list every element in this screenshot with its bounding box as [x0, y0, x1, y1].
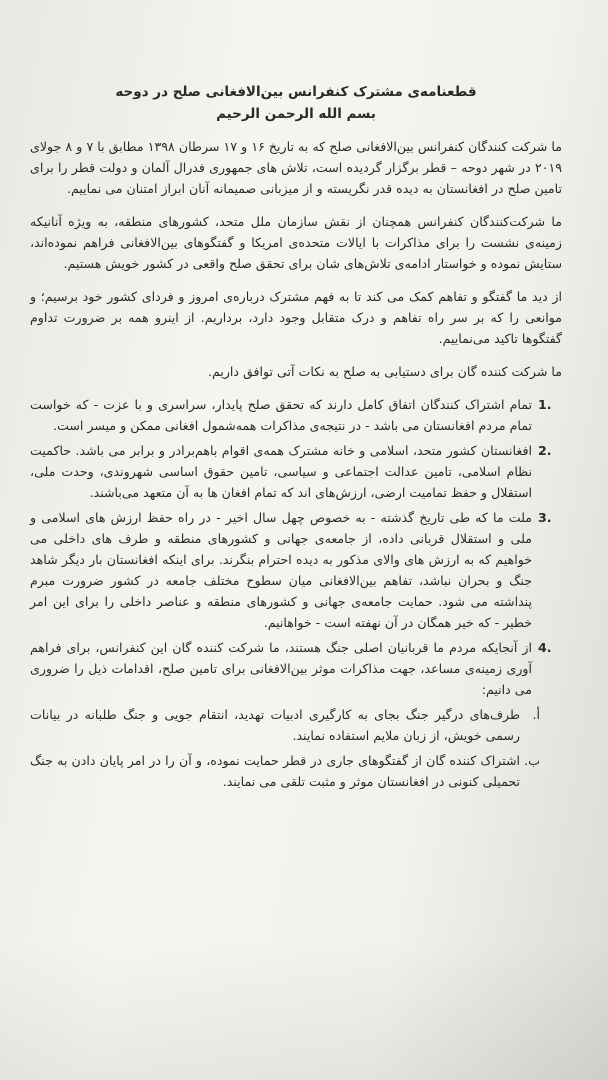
list-item: [30, 440, 562, 503]
list-item: [30, 637, 562, 700]
sub-list-item: [30, 750, 540, 792]
list-item-number: 4.: [538, 640, 552, 655]
intro-paragraph-3: از دید ما گفتگو و تفاهم کمک می کند تا به فهم مشترک درباره‌ی امروز و فردای کشور خود برسیم؛ و موانعی را که بر سر راه تفاهم و درک متقابل وجود دارد، برداریم. از اینرو همه بر ضرورت تداوم گفتگوها تاکید می‌نماییم.: [30, 289, 562, 346]
basmala-heading: بسم الله الرحمن الرحیم: [216, 106, 376, 122]
list-item-number: 2.: [538, 443, 552, 458]
sub-list-item-text: طرف‌های درگیر جنگ بجای به کارگیری ادبیات تهدید، انتقام جویی و جنگ طلبانه در بیانات رسمی خویش، از زبان ملایم استفاده نمایند.: [30, 707, 520, 743]
sub-list-item-mark: ب.: [524, 753, 540, 768]
list-item-text: افغانستان کشور متحد، اسلامی و خانه مشترک همه‌ی اقوام باهم‌برادر و برابر می باشد. حاکمیت نظام اسلامی، تامین عدالت اجتماعی و سیاسی، تامین حقوق اساسی شهروندی، وحدت ملی، استقلال و حفظ تمامیت ارضی، ارزش‌های اند که تمام افغان ها به آن متعهد می‌باشند.: [30, 443, 532, 500]
list-item-number: 3.: [538, 510, 552, 525]
list-item-text: تمام اشتراک کنندگان اتفاق کامل دارند که تحقق صلح پایدار، سراسری و با عزت - که خواست تمام مردم افغانستان می باشد - در نتیجه‌ی مذاکرات همه‌شمول افغانی ممکن و میسر است.: [30, 397, 532, 433]
intro-paragraph-4: ما شرکت کننده گان برای دستیابی به صلح به نکات آتی توافق داریم.: [207, 364, 562, 379]
intro-paragraph-1: ما شرکت کنندگان کنفرانس بین‌الافغانی صلح که به تاریخ ۱۶ و ۱۷ سرطان ۱۳۹۸ مطابق با ۷ و ۸ جولای ۲۰۱۹ در شهر دوحه – قطر برگزار گردیده است، تلاش های جمهوری فدرال آلمان و دولت قطر را برای تامین صلح در افغانستان به دیده قدر نگریسته و از میزبانی صمیمانه آنان ابراز امتنان می نماییم.: [30, 139, 563, 196]
list-item: [30, 507, 562, 633]
intro-paragraph-2: ما شرکت‌کنندگان کنفرانس همچنان از نقش سازمان ملل متحد، کشورهای منطقه، به ویژه آنانیکه زمینه‌ی نشست را برای مذاکرات با ایالات متحده‌ی امریکا و گفتگوهای بین‌الافغانی فراهم نموده‌اند، ستایش نموده و خواستار ادامه‌ی تلاش‌های شان برای تحقق صلح واقعی در کشور خویش هستیم.: [30, 214, 562, 271]
list-item-number: 1.: [538, 397, 552, 412]
list-item-text: از آنجایکه مردم ما قربانیان اصلی جنگ هستند، ما شرکت کننده گان این کنفرانس، برای فراهم آوری زمینه‌ی مساعد، جهت مذاکرات موثر بین‌الافغانی برای تامین صلح، اقدامات ذیل را ضروری می دانیم:: [30, 640, 532, 697]
list-item: [30, 394, 562, 436]
document-title: قطعنامه‌ی مشترک کنفرانس بین‌الافغانی صلح در دوحه: [115, 84, 477, 100]
sub-list-item-text: اشتراک کننده گان از گفتگوهای جاری در قطر حمایت نموده، و آن را در امر پایان دادن به جنگ تحمیلی کنونی در افغانستان موثر و مثبت تلقی می نمایند.: [30, 753, 520, 789]
sub-list-item: [30, 704, 540, 746]
list-item-text: ملت ما که طی تاریخ گذشته - به خصوص چهل سال اخیر - در راه حفظ ارزش های اسلامی و ملی و استقلال قربانی داده، از جامعه‌ی جهانی و کشورهای منطقه و طرف های داخلی می خواهیم که به ارزش های والای مذکور به دیده احترام بنگرند. برای اینکه افغانستان بار دیگر شاهد جنگ و بحران نباشد، تفاهم بین‌الافغانی میان سطوح مختلف جامعه در کشور ضرورت مبرم پنداشته می شود. حمایت جامعه‌ی جهانی و کشورهای منطقه و عناصر داخلی را برای این امر خطیر - که خیر همگان در آن نهفته است - خواهانیم.: [30, 510, 532, 630]
sub-list-item-mark: أ.: [532, 707, 540, 722]
